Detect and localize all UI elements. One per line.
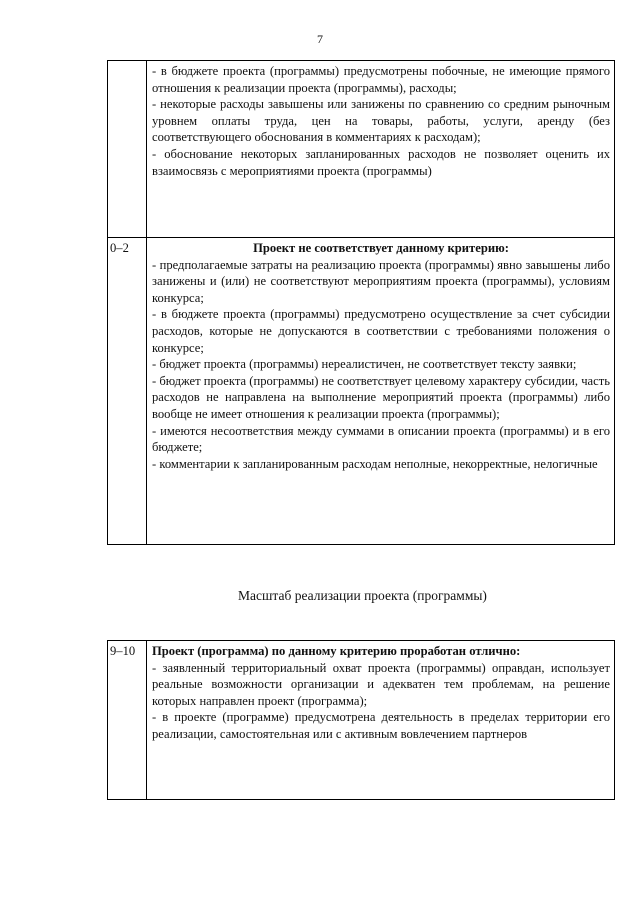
scale-criteria-table [107, 640, 615, 800]
description-cell [147, 641, 615, 800]
budget-criteria-table [107, 60, 615, 545]
table-row [108, 61, 615, 238]
criterion-item: - в проекте (программе) предусмотрена деятельность в пределах территории его реализации, самостоятельная или с активным вовлечением партнеров [152, 710, 610, 741]
criterion-item: - в бюджете проекта (программы) предусмотрено осуществление за счет субсидии расходов, которые не допускаются в соответствии с требованиями положения о конкурсе; [152, 307, 610, 355]
score-cell: 9–10 [108, 641, 147, 800]
criterion-item: - комментарии к запланированным расходам неполные, некорректные, нелогичные [152, 456, 598, 471]
criterion-item: - бюджет проекта (программы) нереалистичен, не соответствует тексту заявки; [152, 357, 577, 372]
section-title: Масштаб реализации проекта (программы) [238, 588, 487, 603]
description-cell [147, 61, 615, 238]
table-row [108, 238, 615, 545]
criterion-heading: Проект не соответствует данному критерию: [253, 241, 509, 255]
criterion-item: - имеются несоответствия между суммами в описании проекта (программы) и в его бюджете; [152, 423, 610, 455]
table-row [108, 641, 615, 800]
criterion-item: - в бюджете проекта (программы) предусмотрены побочные, не имеющие прямого отношения к реализации проекта (программы), расходы; [152, 64, 610, 95]
criterion-item: - заявленный территориальный охват проекта (программы) оправдан, использует реальные возможности организации и адекватен тем проблемам, на решение которых направлен проект (программа); [152, 660, 610, 708]
criterion-item: - обоснование некоторых запланированных расходов не позволяет оценить их взаимосвязь с мероприятиями проекта (программы) [152, 146, 610, 178]
criterion-item: - некоторые расходы завышены или занижены по сравнению со средним рыночным уровнем оплаты труда, цен на товары, работы, услуги, аренду (без соответствующего обоснования в комментариях к расходам); [152, 97, 610, 145]
score-cell [108, 61, 147, 238]
score-cell: 0–2 [108, 238, 147, 545]
criterion-item: - предполагаемые затраты на реализацию проекта (программы) явно завышены либо занижены и (или) не соответствуют мероприятиям проекта (программы), условиям конкурса; [152, 257, 610, 305]
criterion-heading: Проект (программа) по данному критерию проработан отлично: [152, 644, 521, 658]
criterion-item: - бюджет проекта (программы) не соответствует целевому характеру субсидии, часть расходов не направлена на выполнение мероприятий проекта (программы) либо вообще не имеет отношения к реализации проекта (программы); [152, 373, 610, 421]
page-number: 7 [317, 32, 323, 46]
description-cell [147, 238, 615, 545]
